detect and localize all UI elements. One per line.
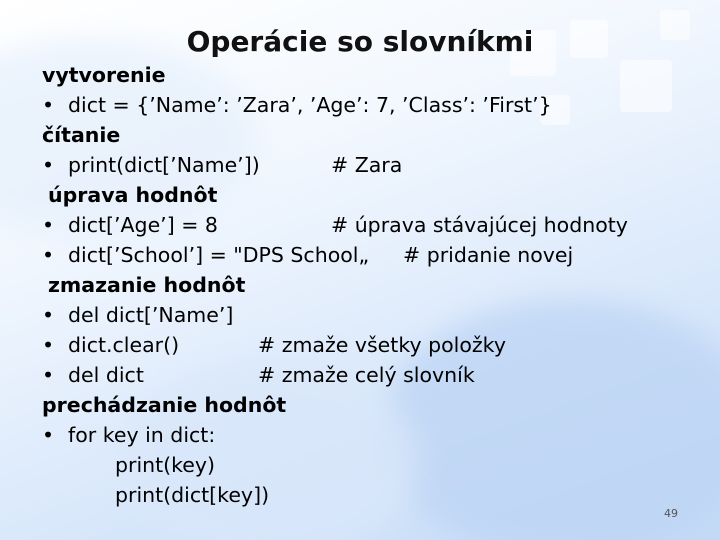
list-item	[42, 242, 369, 268]
bullet: •	[42, 153, 55, 177]
code-line: for key in dict:	[68, 423, 216, 447]
bullet: •	[42, 363, 55, 387]
code-comment: # pridanie novej	[403, 243, 574, 267]
code-line: print(key)	[115, 453, 216, 477]
list-item	[42, 422, 215, 448]
bullet: •	[42, 213, 55, 237]
code-line: del dict	[68, 363, 144, 387]
code-comment: # zmaže celý slovník	[258, 363, 475, 387]
section-heading-iterate: prechádzanie hodnôt	[42, 393, 287, 417]
section-heading-create: vytvorenie	[42, 63, 166, 87]
background-square	[620, 60, 672, 112]
code-comment: # zmaže všetky položky	[258, 333, 506, 357]
bullet: •	[42, 423, 55, 447]
list-item	[42, 152, 260, 178]
section-heading-update: úprava hodnôt	[48, 183, 218, 207]
page-number: 49	[664, 507, 678, 520]
code-line: del dict[’Name’]	[68, 303, 234, 327]
code-line: dict[’Age’] = 8	[68, 213, 218, 237]
list-item	[42, 362, 144, 388]
code-comment: # Zara	[331, 153, 403, 177]
list-item	[42, 212, 218, 238]
code-line: dict.clear()	[68, 333, 180, 357]
slide-title: Operácie so slovníkmi	[186, 25, 534, 58]
bullet: •	[42, 93, 55, 117]
list-item	[42, 302, 233, 328]
section-heading-delete: zmazanie hodnôt	[48, 273, 246, 297]
list-item	[42, 332, 179, 358]
code-line: print(dict[’Name’])	[68, 153, 260, 177]
code-line: dict = {’Name’: ’Zara’, ’Age’: 7, ’Class’: ’First’}	[68, 93, 552, 117]
section-heading-read: čítanie	[42, 123, 121, 147]
list-item	[42, 92, 552, 118]
bullet: •	[42, 303, 55, 327]
bullet: •	[42, 243, 55, 267]
bullet: •	[42, 333, 55, 357]
code-comment: # úprava stávajúcej hodnoty	[331, 213, 628, 237]
code-line: dict[’School’] = "DPS School„	[68, 243, 370, 267]
code-line: print(dict[key])	[115, 483, 270, 507]
